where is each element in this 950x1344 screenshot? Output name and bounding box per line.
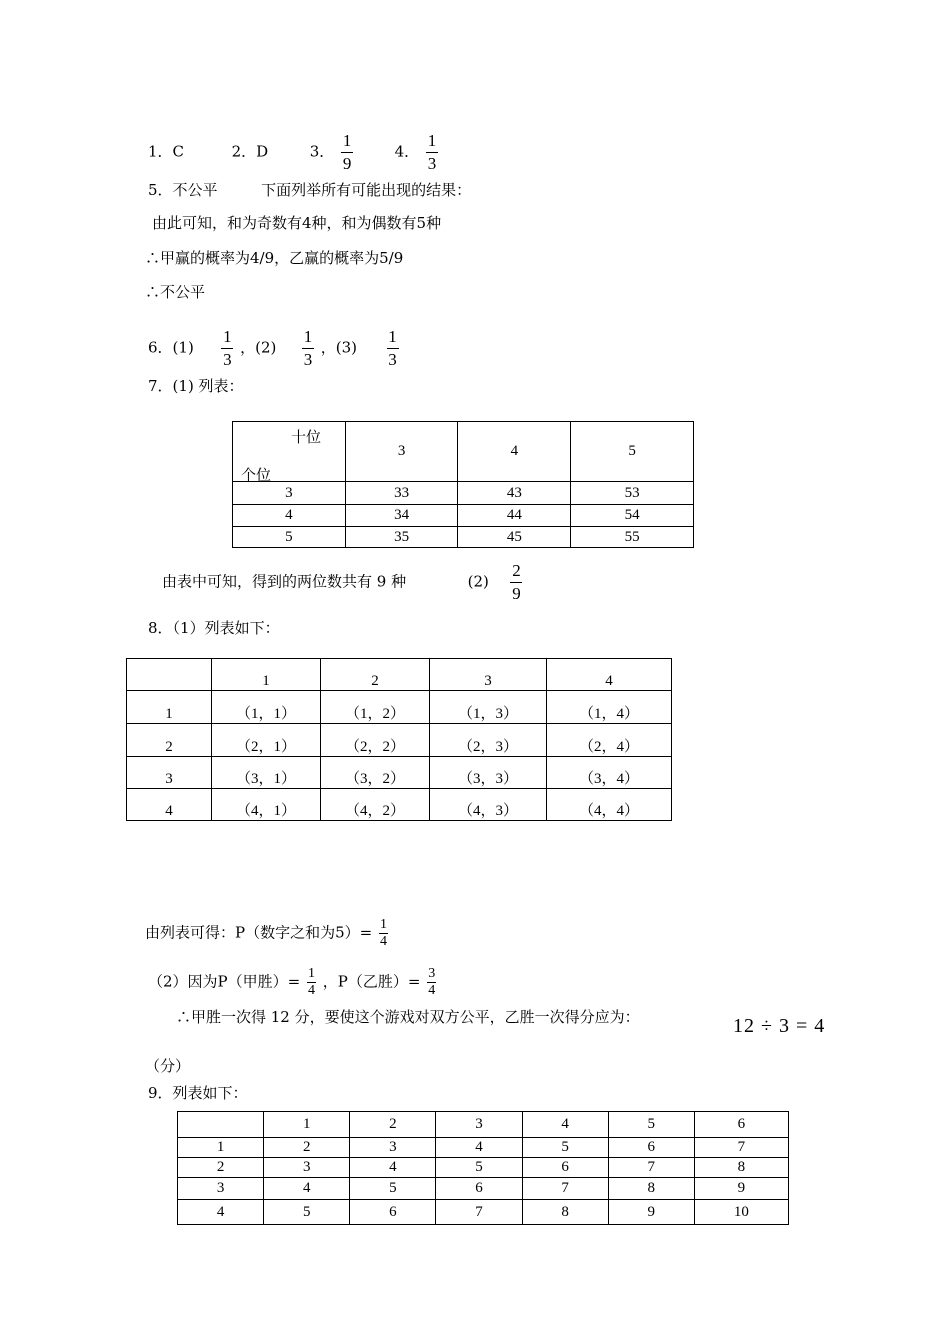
table-cell: 5 [264,1200,350,1225]
q7-table [232,421,694,548]
q5-answer: 5．不公平 [148,181,218,199]
denominator: 3 [427,154,437,173]
table-cell: 3 [233,482,346,505]
answers-1-4 [148,132,440,173]
q6-fraction-3 [387,328,399,369]
denominator: 9 [512,584,521,603]
table-cell: 8 [694,1158,788,1178]
table-cell: 4 [436,1138,522,1158]
table-cell: （3，3） [430,757,547,789]
table-cell: 4 [350,1158,436,1178]
q6-part2: ，(2) [240,338,277,357]
q8-line2-fraction-2 [427,967,436,998]
table-row [127,724,672,757]
q5-note: 下面列举所有可能出现的结果： [261,181,472,199]
table-cell: 3 [127,757,212,789]
q6-part3: ，(3) [320,338,357,357]
table-cell: 5 [436,1158,522,1178]
denominator: 3 [388,350,397,369]
table-row [233,482,694,505]
corner-bottom-label: 个位 [241,466,272,484]
table-cell: 55 [571,527,694,548]
table-row [127,757,672,789]
table-cell: 4 [127,789,212,821]
denominator: 4 [380,934,387,949]
table-cell: （2，4） [547,724,672,757]
table-row [127,789,672,821]
table-cell: （4，3） [430,789,547,821]
q8-line1 [145,918,390,949]
table-cell: 2 [264,1138,350,1158]
table-cell: 8 [522,1200,608,1225]
q8-line1-text: 由列表可得：P（数字之和为5）= [145,923,373,942]
q9-table [177,1111,789,1225]
table-row [178,1200,789,1225]
table-cell: （1，4） [547,691,672,724]
table-cell: 4 [233,505,346,527]
denominator: 4 [308,983,315,998]
numerator: 2 [512,561,521,580]
q7-header-cell: 4 [458,422,571,482]
table-cell: 1 [264,1112,350,1138]
q8-line2-fraction-1 [307,967,316,998]
table-cell: 5 [233,527,346,548]
table-cell: 34 [345,505,458,527]
q8-line2-text-b: ，P（乙胜）= [322,972,421,991]
table-cell: 4 [264,1178,350,1200]
table-cell: （3，2） [321,757,430,789]
table-cell: 5 [608,1112,694,1138]
q5-line4: ∴不公平 [145,283,206,301]
numerator: 1 [342,131,352,150]
denominator: 3 [303,350,313,369]
table-cell: 1 [127,691,212,724]
table-cell: （4，1） [212,789,321,821]
table-cell: 3 [350,1138,436,1158]
q7-header-cell: 5 [571,422,694,482]
numerator: 1 [303,327,313,346]
q6-line [148,328,401,369]
q7-title: 7．(1) 列表： [148,377,244,395]
q5-line3: ∴甲赢的概率为4/9，乙赢的概率为5/9 [145,249,404,267]
q6-prefix: 6．(1) [148,338,194,357]
q6-fraction-2 [302,328,314,369]
table-cell: 2 [127,724,212,757]
table-cell: （1，1） [212,691,321,724]
table-cell: （3，4） [547,757,672,789]
table-row [178,1138,789,1158]
table-cell: （3，1） [212,757,321,789]
q8-line3: ∴甲胜一次得 12 分，要使这个游戏对双方公平，乙胜一次得分应为： [176,1008,640,1026]
table-row [178,1158,789,1178]
table-cell: 54 [571,505,694,527]
table-cell: （4，4） [547,789,672,821]
answer-3-prefix: 3． [309,142,335,161]
corner-top-label: 十位 [291,428,322,446]
table-cell: 3 [436,1112,522,1138]
denominator: 9 [342,154,352,173]
table-cell: （2，2） [321,724,430,757]
table-cell: 3 [264,1158,350,1178]
table-cell: 3 [178,1178,264,1200]
table-cell: 45 [458,527,571,548]
table-cell: 5 [350,1178,436,1200]
numerator: 1 [308,966,315,981]
table-cell: 3 [430,659,547,691]
q5-line1 [148,180,471,200]
table-cell: 9 [694,1178,788,1200]
q8-unit: （分） [145,1057,191,1075]
table-cell: （2，3） [430,724,547,757]
table-cell: 5 [522,1138,608,1158]
table-cell: 4 [547,659,672,691]
q8-expression: 12 ÷ 3 = 4 [733,1015,826,1037]
table-cell: 9 [608,1200,694,1225]
table-cell: 43 [458,482,571,505]
table-cell: 1 [178,1138,264,1158]
table-cell: （1，3） [430,691,547,724]
table-cell: 35 [345,527,458,548]
table-cell: 44 [458,505,571,527]
q8-table [126,658,672,821]
table-cell: 1 [212,659,321,691]
q5-line2: 由此可知，和为奇数有4种，和为偶数有5种 [152,214,442,232]
table-cell: 4 [522,1112,608,1138]
q7-part2: (2) [467,572,489,591]
table-row [127,691,672,724]
table-cell: 7 [694,1138,788,1158]
q8-line2-text-a: （2）因为P（甲胜）= [148,972,301,991]
table-cell: （4，2） [321,789,430,821]
table-cell: 2 [350,1112,436,1138]
table-cell: 4 [178,1200,264,1225]
table-cell: 33 [345,482,458,505]
q8-title: 8．（1）列表如下： [148,619,280,637]
table-row [233,527,694,548]
table-cell: 7 [608,1158,694,1178]
table-cell: 2 [321,659,430,691]
table-row [178,1112,789,1138]
q8-line1-fraction [379,918,388,949]
q7-header-cell: 3 [345,422,458,482]
table-cell: 53 [571,482,694,505]
answer-3-fraction [341,132,353,173]
table-cell [127,659,212,691]
table-row [178,1178,789,1200]
table-cell: 7 [522,1178,608,1200]
numerator: 1 [427,131,437,150]
answer-4-prefix: 4． [394,142,420,161]
answer-4-fraction [426,132,438,173]
numerator: 1 [223,327,232,346]
table-cell: 6 [522,1158,608,1178]
numerator: 1 [380,917,387,932]
table-row [127,659,672,691]
denominator: 4 [428,983,436,998]
q7-conclusion-line [162,562,524,603]
denominator: 3 [223,350,232,369]
table-cell: （1，2） [321,691,430,724]
numerator: 1 [388,327,397,346]
q7-corner-cell [233,422,346,482]
table-row [233,505,694,527]
table-cell: 6 [694,1112,788,1138]
table-cell: 6 [436,1178,522,1200]
q6-fraction-1 [221,328,233,369]
answer-2: 2．D [231,142,269,161]
table-cell: 7 [436,1200,522,1225]
answer-1: 1．C [148,142,185,161]
table-cell: 10 [694,1200,788,1225]
table-cell: 6 [608,1138,694,1158]
numerator: 3 [428,966,436,981]
table-cell: 6 [350,1200,436,1225]
q9-title: 9．列表如下： [148,1084,248,1102]
table-cell: 8 [608,1178,694,1200]
q7-fraction [510,562,522,603]
q8-line2 [148,967,438,998]
table-cell: （2，1） [212,724,321,757]
q7-conclusion: 由表中可知，得到的两位数共有 9 种 [162,572,407,591]
table-cell [178,1112,264,1138]
table-cell: 2 [178,1158,264,1178]
